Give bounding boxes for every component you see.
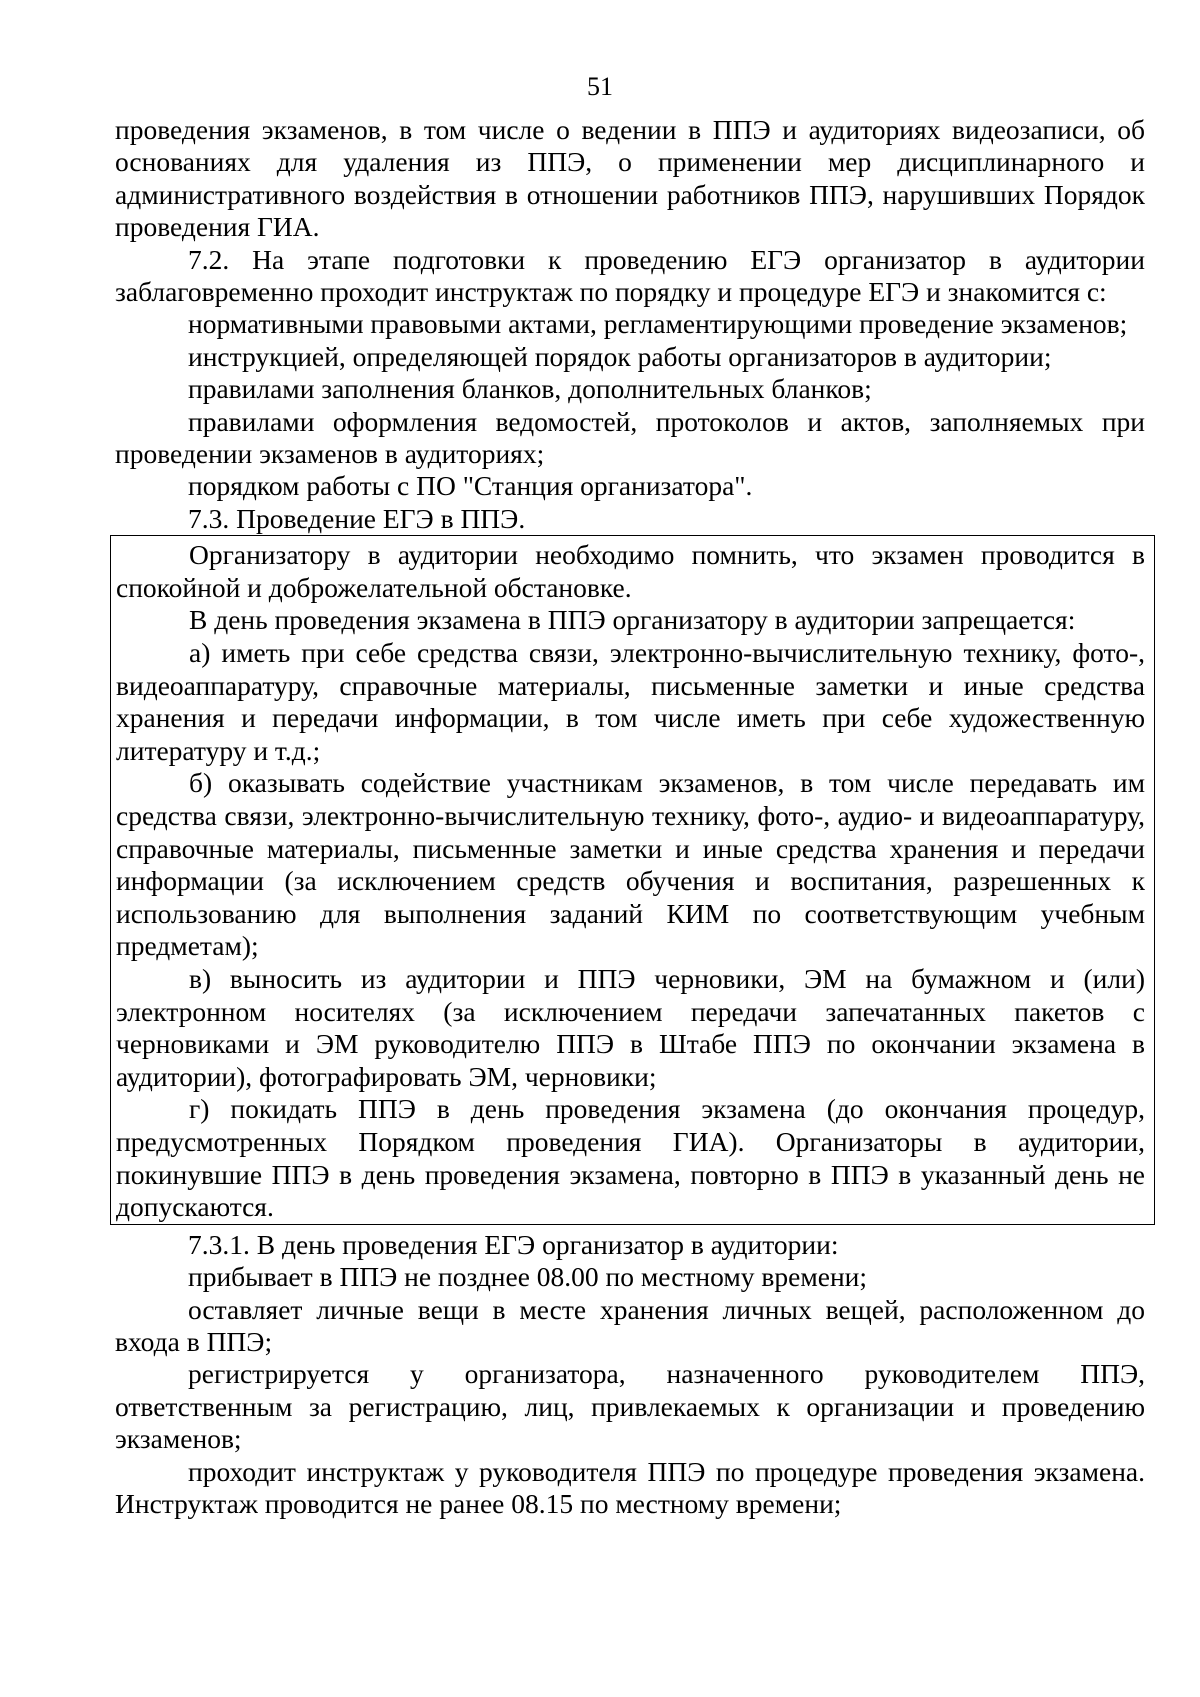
notice-prohibitions-intro: В день проведения экзамена в ППЭ организатору в аудитории запрещается: [189,604,1076,636]
duty-personal-items: оставляет личные вещи в месте хранения личных вещей, расположенном до входа в ППЭ; [115,1293,1145,1357]
list-item-forms-rules: правилами заполнения бланков, дополнительных бланков; [188,373,872,405]
page-number: 51 [587,72,613,101]
page-body [115,114,1145,1520]
list-item-software: порядком работы с ПО "Станция организатора". [188,470,753,502]
prohibition-item-v: в) выносить из аудитории и ППЭ черновики, ЭМ на бумажном и (или) электронном носителях (за исключением передачи запечатанных пакетов с черновиками и ЭМ руководителю ППЭ в Штабе ППЭ по окончании экзамена в аудитории), фотографировать ЭМ, черновики; [116,963,1145,1092]
section-heading-7-3: 7.3. Проведение ЕГЭ в ППЭ. [188,502,526,534]
notice-reminder: Организатору в аудитории необходимо помнить, что экзамен проводится в спокойной и доброжелательной обстановке. [116,539,1145,603]
prohibition-item-b: б) оказывать содействие участникам экзаменов, в том числе передавать им средства связи, электронно-вычислительную технику, фото-, аудио- и видеоаппаратуру, справочные материалы, письменные заметки и иные средства хранения и передачи информации (за исключением средств обучения и воспитания, разрешенных к использованию для выполнения заданий КИМ по соответствующим учебным предметам); [116,767,1145,962]
prohibition-item-g: г) покидать ППЭ в день проведения экзамена (до окончания процедур, предусмотренных Порядком проведения ГИА). Организаторы в аудитории, покинувшие ППЭ в день проведения экзамена, повторно в ППЭ в указанный день не допускаются. [116,1093,1145,1223]
list-item-instruction: инструкцией, определяющей порядок работы организаторов в аудитории; [188,340,1052,372]
framed-notice-box [110,535,1155,1224]
duty-arrival: прибывает в ППЭ не позднее 08.00 по местному времени; [188,1261,868,1293]
list-item-statements-rules: правилами оформления ведомостей, протоколов и актов, заполняемых при проведении экзаменов в аудиториях; [115,405,1145,470]
prohibition-item-a: а) иметь при себе средства связи, электронно-вычислительную технику, фото-, видеоаппаратуру, справочные материалы, письменные заметки и иные средства хранения и передачи информации, в том числе иметь при себе художественную литературу и т.д.; [116,637,1145,766]
paragraph-7-2: 7.2. На этапе подготовки к проведению ЕГЭ организатор в аудитории заблаговременно проходит инструктаж по порядку и процедуре ЕГЭ и знакомится с: [115,243,1145,308]
section-heading-7-3-1: 7.3.1. В день проведения ЕГЭ организатор в аудитории: [188,1228,839,1260]
list-item-normative-acts: нормативными правовыми актами, регламентирующими проведение экзаменов; [188,308,1128,340]
paragraph-continuation: проведения экзаменов, в том числе о ведении в ППЭ и аудиториях видеозаписи, об основаниях для удаления из ППЭ, о применении мер дисциплинарного и административного воздействия в отношении работников ППЭ, нарушивших Порядок проведения ГИА. [115,114,1145,243]
duty-briefing: проходит инструктаж у руководителя ППЭ по процедуре проведения экзамена. Инструктаж проводится не ранее 08.15 по местному времени; [115,1455,1145,1519]
duty-registration: регистрируется у организатора, назначенного руководителем ППЭ, ответственным за регистрацию, лиц, привлекаемых к организации и проведению экзаменов; [115,1358,1145,1455]
